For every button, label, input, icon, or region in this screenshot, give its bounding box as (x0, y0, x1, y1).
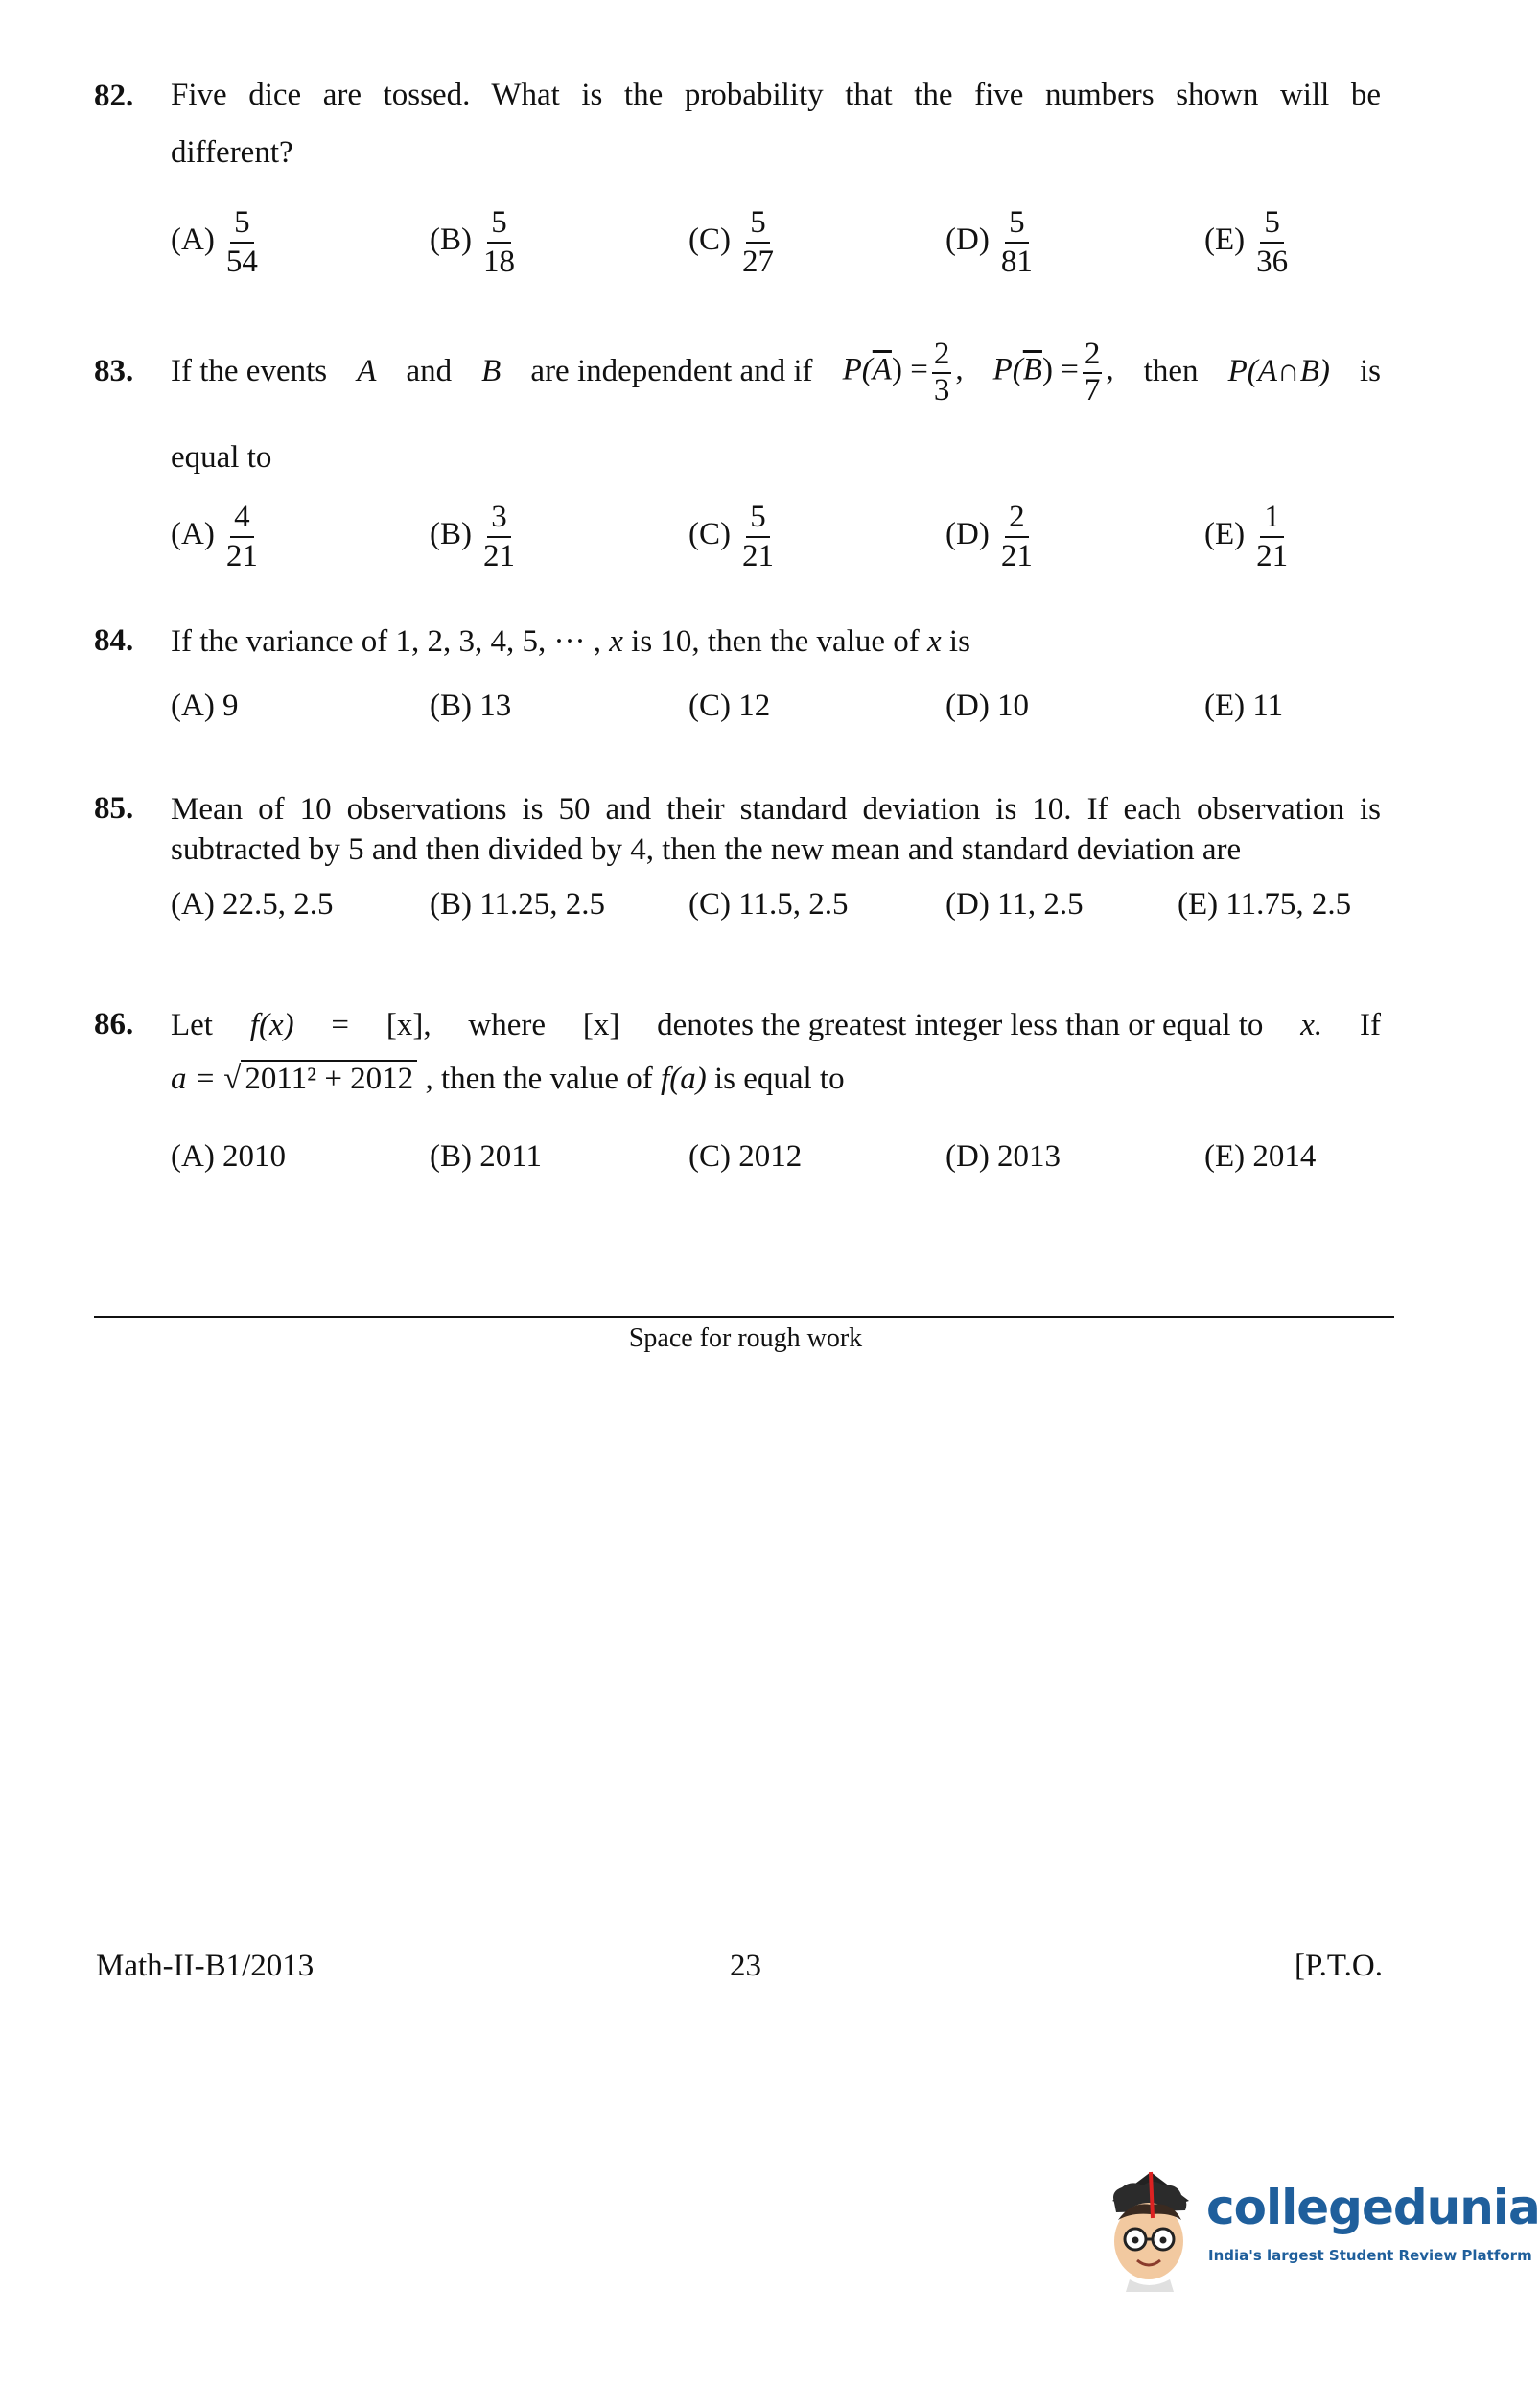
fraction: $\frac{5}{36}$ (1256, 205, 1289, 279)
sqrt-expression: 2011² + 2012 (241, 1060, 417, 1096)
question-number: 86. (94, 1007, 134, 1041)
fraction: $\frac{1}{21}$ (1256, 500, 1289, 573)
mascot-icon (1093, 2162, 1203, 2292)
footer-code: Math-II-B1/2013 (96, 1949, 315, 1983)
fraction: $\frac{5}{21}$ (742, 500, 774, 573)
option-e[interactable]: (E) 11.75, 2.5 (1178, 887, 1352, 922)
question-number: 82. (94, 79, 134, 113)
collegedunia-logo (1093, 2162, 1540, 2297)
option-a[interactable]: (A) 22.5, 2.5 (171, 887, 334, 922)
prob-a: $P(\overline{A})$ = $\frac{2}{3}$ , (842, 337, 964, 408)
option-d[interactable]: (D) $\frac{5}{81}$ (945, 205, 1033, 279)
question-stem: If the variance of 1, 2, 3, 4, 5, ··· , x is 10, then the value of x is (171, 624, 970, 659)
fraction: $\frac{4}{21}$ (225, 500, 258, 573)
question-stem-line2: different? (171, 135, 293, 170)
fraction: $\frac{3}{21}$ (483, 500, 515, 573)
question-stem-line1: Let f(x) = [x], where [x] denotes the greatest integer less than or equal to x. If (171, 1008, 1381, 1042)
question-stem-line1: If the events A and B are independent and if $P(\overline{A})$ = $\frac{2}{3}$ , $P(\overline{B})$ = $\frac{2}{7}$ , then P(A∩B) is (171, 337, 1381, 408)
prob-b: $P(\overline{B})$ = $\frac{2}{7}$ , (992, 337, 1114, 408)
option-b[interactable]: (B) $\frac{3}{21}$ (430, 500, 515, 573)
fraction: $\frac{5}{54}$ (225, 205, 258, 279)
option-e[interactable]: (E) 11 (1204, 689, 1284, 723)
rough-work-rule (94, 1316, 1394, 1318)
brand-tagline: India's largest Student Review Platform (1208, 2247, 1532, 2264)
option-a[interactable]: (A) $\frac{4}{21}$ (171, 500, 258, 573)
option-e[interactable]: (E) $\frac{5}{36}$ (1204, 205, 1289, 279)
brand-name: collegedunia (1206, 2180, 1540, 2235)
option-a[interactable]: (A) 2010 (171, 1139, 287, 1174)
option-a[interactable]: (A) $\frac{5}{54}$ (171, 205, 258, 279)
question-number: 83. (94, 354, 134, 388)
option-d[interactable]: (D) 2013 (945, 1139, 1062, 1174)
option-e[interactable]: (E) $\frac{1}{21}$ (1204, 500, 1289, 573)
question-stem-line2: equal to (171, 440, 272, 475)
option-b[interactable]: (B) 2011 (430, 1139, 543, 1174)
question-stem-line2: a = √ 2011² + 2012 , then the value of f(a) is equal to (171, 1062, 845, 1096)
option-c[interactable]: (C) 2012 (688, 1139, 803, 1174)
question-stem-line1: Five dice are tossed. What is the probability that the five numbers shown will be (171, 78, 1381, 112)
fraction: $\frac{5}{81}$ (1000, 205, 1033, 279)
option-d[interactable]: (D) 11, 2.5 (945, 887, 1084, 922)
footer-page-number: 23 (730, 1949, 761, 1983)
question-number: 85. (94, 791, 134, 826)
footer-pto: [P.T.O. (1295, 1949, 1383, 1983)
option-c[interactable]: (C) 11.5, 2.5 (688, 887, 849, 922)
rough-work-label: Space for rough work (628, 1323, 863, 1353)
question-stem-line2: subtracted by 5 and then divided by 4, then the new mean and standard deviation are (171, 832, 1242, 867)
option-b[interactable]: (B) $\frac{5}{18}$ (430, 205, 515, 279)
option-d[interactable]: (D) $\frac{2}{21}$ (945, 500, 1033, 573)
option-b[interactable]: (B) 11.25, 2.5 (430, 887, 606, 922)
fraction: $\frac{5}{18}$ (483, 205, 515, 279)
fraction: $\frac{2}{21}$ (1000, 500, 1033, 573)
option-c[interactable]: (C) $\frac{5}{27}$ (688, 205, 774, 279)
fraction: $\frac{5}{27}$ (742, 205, 774, 279)
option-c[interactable]: (C) 12 (688, 689, 771, 723)
option-d[interactable]: (D) 10 (945, 689, 1030, 723)
option-a[interactable]: (A) 9 (171, 689, 239, 723)
option-c[interactable]: (C) $\frac{5}{21}$ (688, 500, 774, 573)
option-b[interactable]: (B) 13 (430, 689, 512, 723)
option-e[interactable]: (E) 2014 (1204, 1139, 1317, 1174)
question-number: 84. (94, 623, 134, 658)
question-stem-line1: Mean of 10 observations is 50 and their standard deviation is 10. If each observation is (171, 792, 1381, 827)
